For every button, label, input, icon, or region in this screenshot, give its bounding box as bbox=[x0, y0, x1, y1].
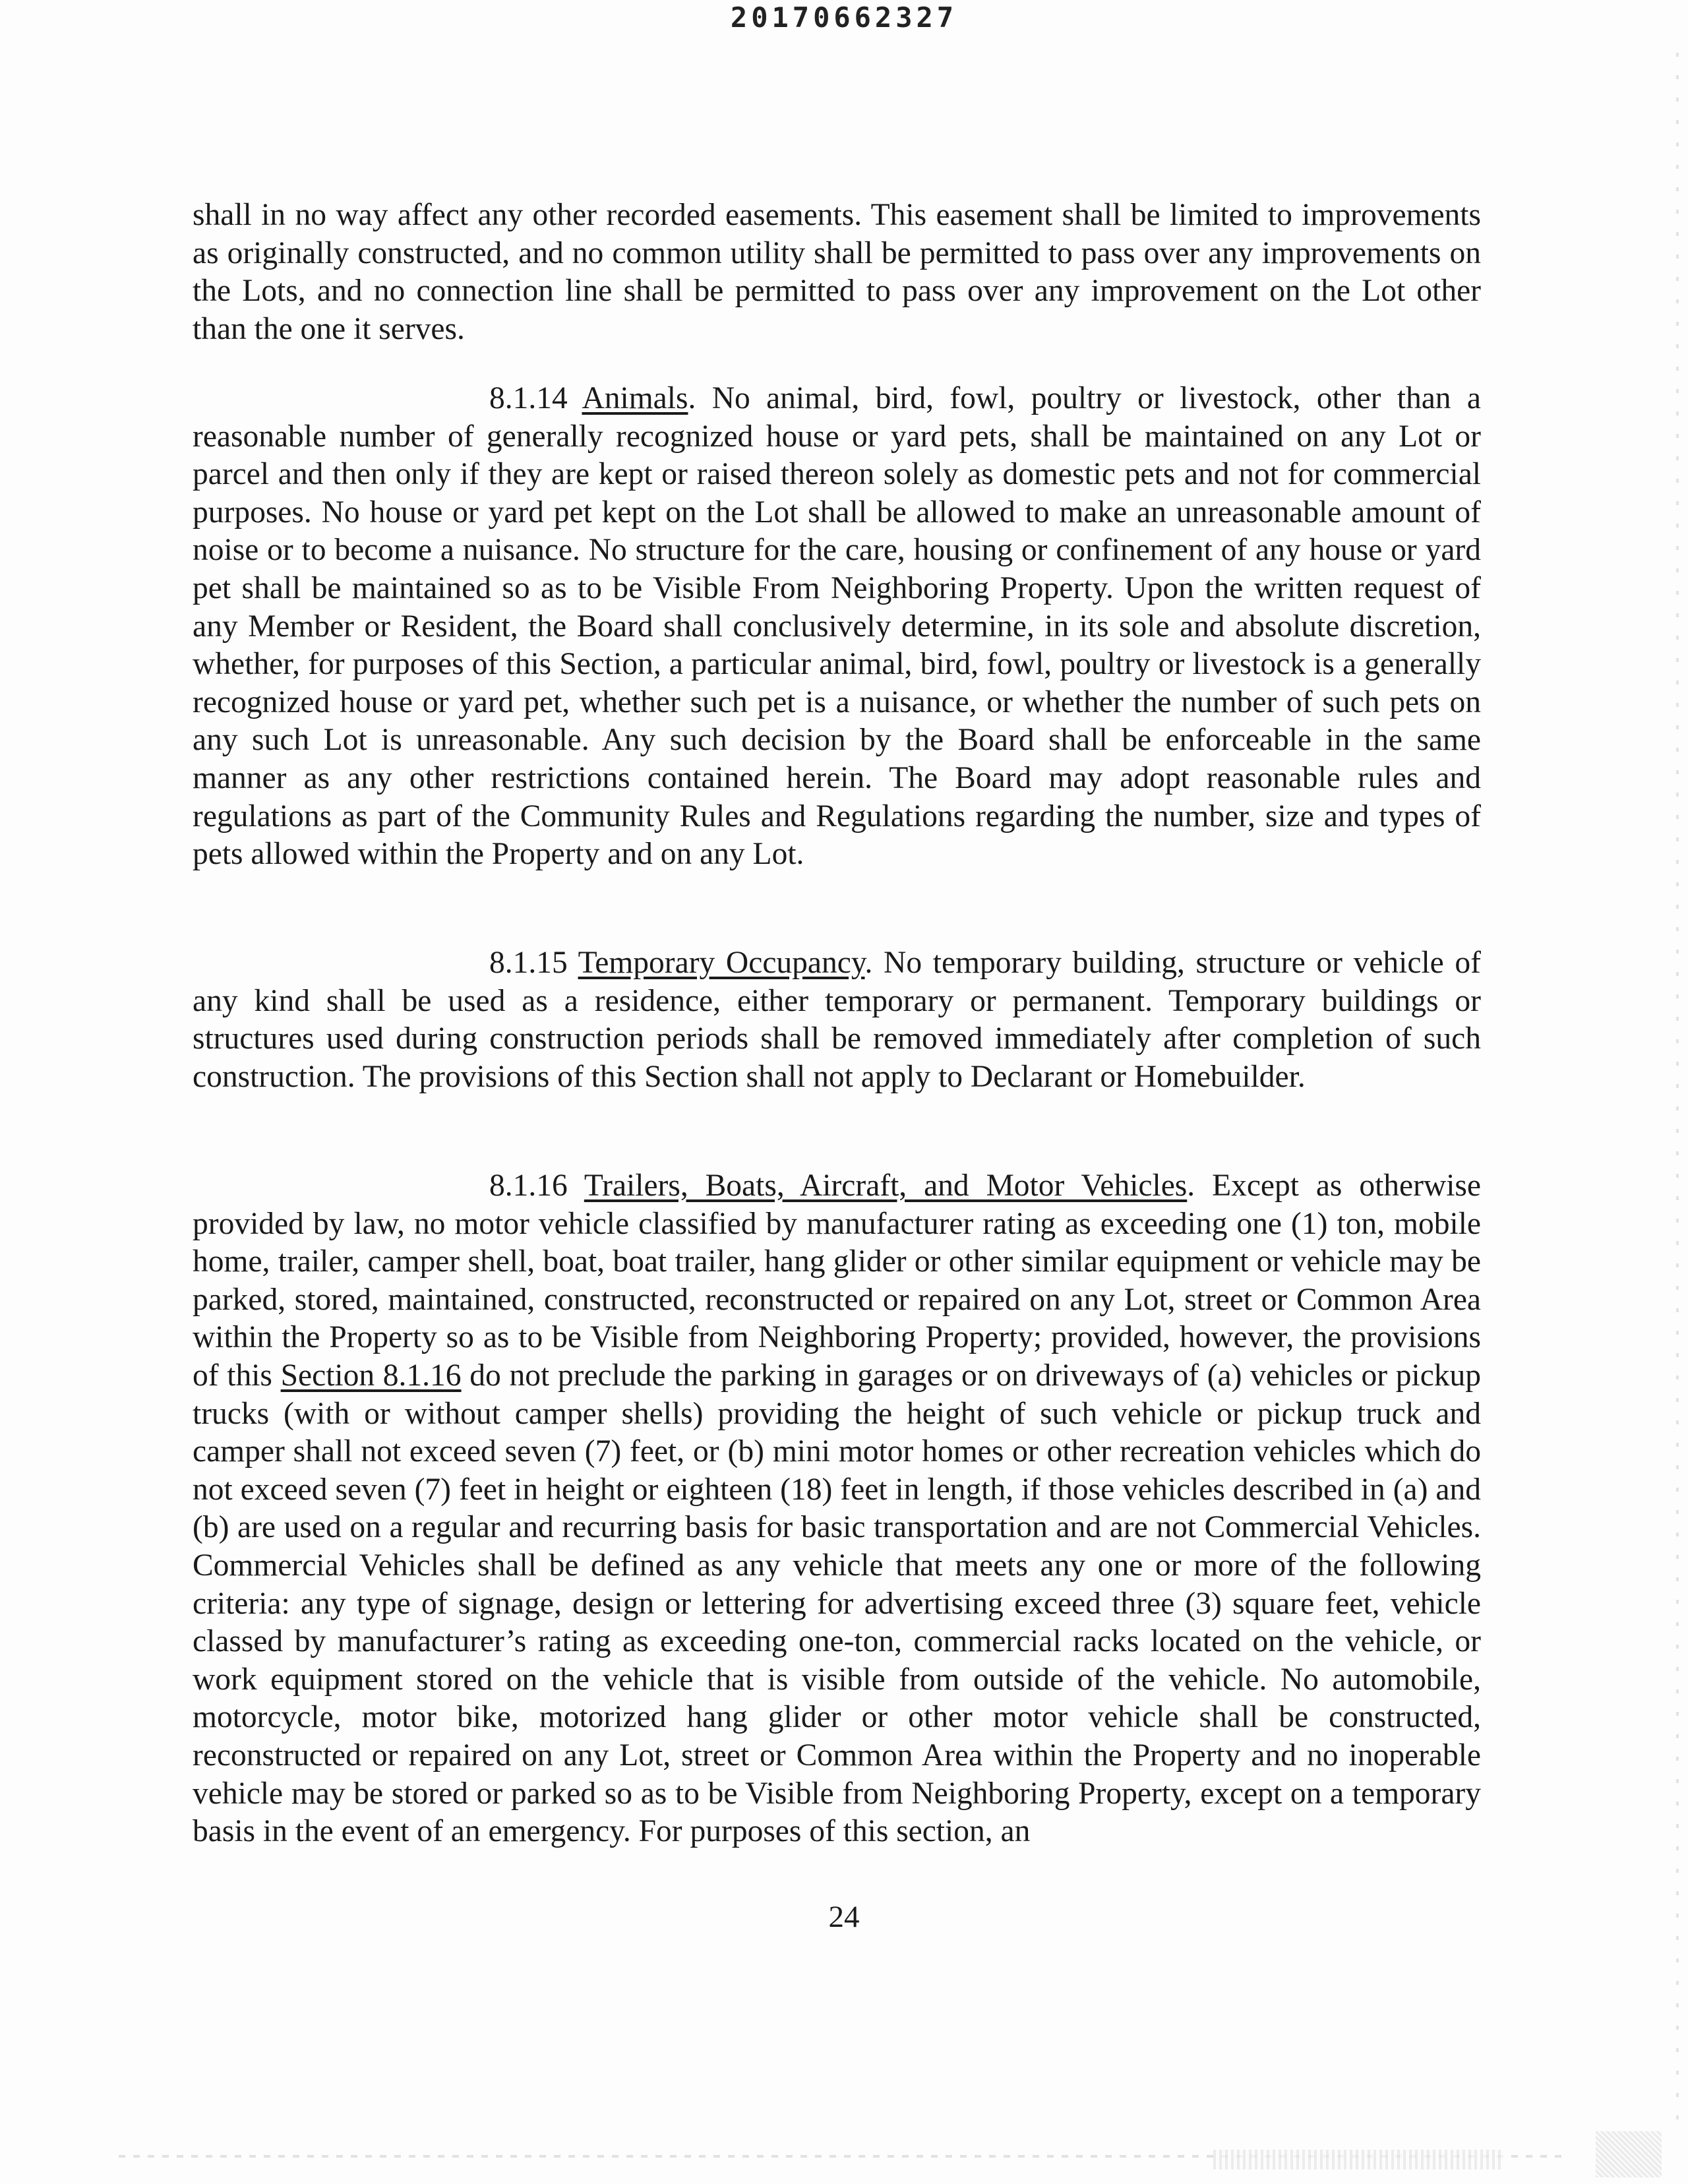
paragraph-text: shall in no way affect any other recorded easements. This easement shall be limited to improvements as originally constructed, and no common utility shall be permitted to pass over any improvements on the Lots, and no connection line shall be permitted to pass over any improvement on the Lot other than the one it serves. bbox=[193, 198, 1481, 346]
section-title: Temporary Occupancy bbox=[578, 946, 865, 980]
section-number: 8.1.14 bbox=[489, 381, 568, 415]
scan-artifact-right-edge bbox=[1676, 53, 1679, 2130]
section-8-1-16-trailers-boats: 8.1.16 Trailers, Boats, Aircraft, and Motor Vehicles. Except as otherwise provided by law, no motor vehicle classified by manufacturer rating as exceeding one (1) ton, mobile home, trailer, camper shell, boat, boat trailer, hang glider or other similar equipment or vehicle may be parked, stored, maintained, constructed, reconstructed or repaired on any Lot, street or Common Area within the Property so as to be Visible from Neighboring Property; provided, however, the provisions of this Section 8.1.16 do not preclude the parking in garages or on driveways of (a) vehicles or pickup trucks (with or without camper shells) providing the height of such vehicle or pickup truck and camper shall not exceed seven (7) feet, or (b) mini motor homes or other recreation vehicles which do not exceed seven (7) feet in height or eighteen (18) feet in length, if those vehicles described in (a) and (b) are used on a regular and recurring basis for basic transportation and are not Commercial Vehicles. Commercial Vehicles shall be defined as any vehicle that meets any one or more of the following criteria: any type of signage, design or lettering for advertising exceed three (3) square feet, vehicle classed by manufacturer’s rating as exceeding one-ton, commercial racks located on the vehicle, or work equipment stored on the vehicle that is visible from outside of the vehicle. No automobile, motorcycle, motor bike, motorized hang glider or other motor vehicle shall be constructed, reconstructed or repaired on any Lot, street or Common Area within the Property and no inoperable vehicle may be stored or parked so as to be Visible from Neighboring Property, except on a temporary basis in the event of an emergency. For purposes of this section, an bbox=[193, 1168, 1482, 1849]
paragraph-text: No animal, bird, fowl, poultry or livestock, other than a reasonable number of generally recognized house or yard pets, shall be maintained on any Lot or parcel and then only if they are kept or raised thereon solely as domestic pets and not for commercial purposes. No house or yard pet kept on the Lot shall be allowed to make an unreasonable amount of noise or to become a nuisance. No structure for the care, housing or confinement of any house or yard pet shall be maintained so as to be Visible From Neighboring Property. Upon the written request of any Member or Resident, the Board shall conclusively determine, in its sole and absolute discretion, whether, for purposes of this Section, a particular animal, bird, fowl, poultry or livestock is a generally recognized house or yard pet, whether such pet is a nuisance, or whether the number of such pets on any such Lot is unreasonable. Any such decision by the Board shall be enforceable in the same manner as any other restrictions contained herein. The Board may adopt reasonable rules and regulations as part of the Community Rules and Regulations regarding the number, size and types of pets allowed within the Property and on any Lot. bbox=[193, 381, 1481, 872]
section-title: Trailers, Boats, Aircraft, and Motor Vehicles bbox=[584, 1168, 1188, 1203]
paragraph-text: No temporary building, structure or vehicle of any kind shall be used as a residence, either temporary or permanent. Temporary buildings or structures used during construction periods shall be removed immediately after completion of such construction. The provisions of this Section shall not apply to Declarant or Homebuilder. bbox=[193, 946, 1481, 1094]
paragraph-easement-continuation bbox=[193, 197, 1481, 348]
scan-artifact-bottom-strip bbox=[1213, 2150, 1503, 2169]
scan-artifact-corner bbox=[1596, 2131, 1662, 2177]
paragraph-text-before-ref: Except as otherwise provided by law, no motor vehicle classified by manufacturer rating as exceeding one (1) ton, mobile home, trailer, camper shell, boat, boat trailer, hang glider or other similar equipment or vehicle may be parked, stored, maintained, constructed, reconstructed or repaired on any Lot, street or Common Area within the Property so as to be Visible from Neighboring Property; provided, however, the provisions of this bbox=[193, 1168, 1481, 1393]
section-number: 8.1.15 bbox=[489, 946, 568, 980]
section-title: Animals bbox=[582, 381, 688, 415]
section-reference: Section 8.1.16 bbox=[280, 1358, 462, 1393]
document-number: 20170662327 bbox=[730, 1, 958, 34]
paragraph-text-after-ref: do not preclude the parking in garages or on driveways of (a) vehicles or pickup trucks (with or without camper shells) providing the height of such vehicle or pickup truck and camper shall not exceed seven (7) feet, or (b) mini motor homes or other recreation vehicles which do not exceed seven (7) feet in height or eighteen (18) feet in length, if those vehicles described in (a) and (b) are used on a regular and recurring basis for basic transportation and are not Commercial Vehicles. Commercial Vehicles shall be defined as any vehicle that meets any one or more of the following criteria: any type of signage, design or lettering for advertising exceed three (3) square feet, vehicle classed by manufacturer’s rating as exceeding one-ton, commercial racks located on the vehicle, or work equipment stored on the vehicle that is visible from outside of the vehicle. No automobile, motorcycle, motor bike, motorized hang glider or other motor vehicle shall be constructed, reconstructed or repaired on any Lot, street or Common Area within the Property and no inoperable vehicle may be stored or parked so as to be Visible from Neighboring Property, except on a temporary basis in the event of an emergency. For purposes of this section, an bbox=[193, 1358, 1482, 1849]
section-number: 8.1.16 bbox=[489, 1168, 568, 1203]
section-8-1-14-animals: 8.1.14 Animals. No animal, bird, fowl, poultry or livestock, other than a reasonable number of generally recognized house or yard pets, shall be maintained on any Lot or parcel and then only if they are kept or raised thereon solely as domestic pets and not for commercial purposes. No house or yard pet kept on the Lot shall be allowed to make an unreasonable amount of noise or to become a nuisance. No structure for the care, housing or confinement of any house or yard pet shall be maintained so as to be Visible From Neighboring Property. Upon the written request of any Member or Resident, the Board shall conclusively determine, in its sole and absolute discretion, whether, for purposes of this Section, a particular animal, bird, fowl, poultry or livestock is a generally recognized house or yard pet, whether such pet is a nuisance, or whether the number of such pets on any such Lot is unreasonable. Any such decision by the Board shall be enforceable in the same manner as any other restrictions contained herein. The Board may adopt reasonable rules and regulations as part of the Community Rules and Regulations regarding the number, size and types of pets allowed within the Property and on any Lot. bbox=[193, 381, 1481, 872]
page-number: 24 bbox=[828, 1900, 860, 1934]
section-8-1-15-temporary-occupancy: 8.1.15 Temporary Occupancy. No temporary building, structure or vehicle of any kind shall be used as a residence, either temporary or permanent. Temporary buildings or structures used during construction periods shall be removed immediately after completion of such construction. The provisions of this Section shall not apply to Declarant or Homebuilder. bbox=[193, 946, 1481, 1094]
